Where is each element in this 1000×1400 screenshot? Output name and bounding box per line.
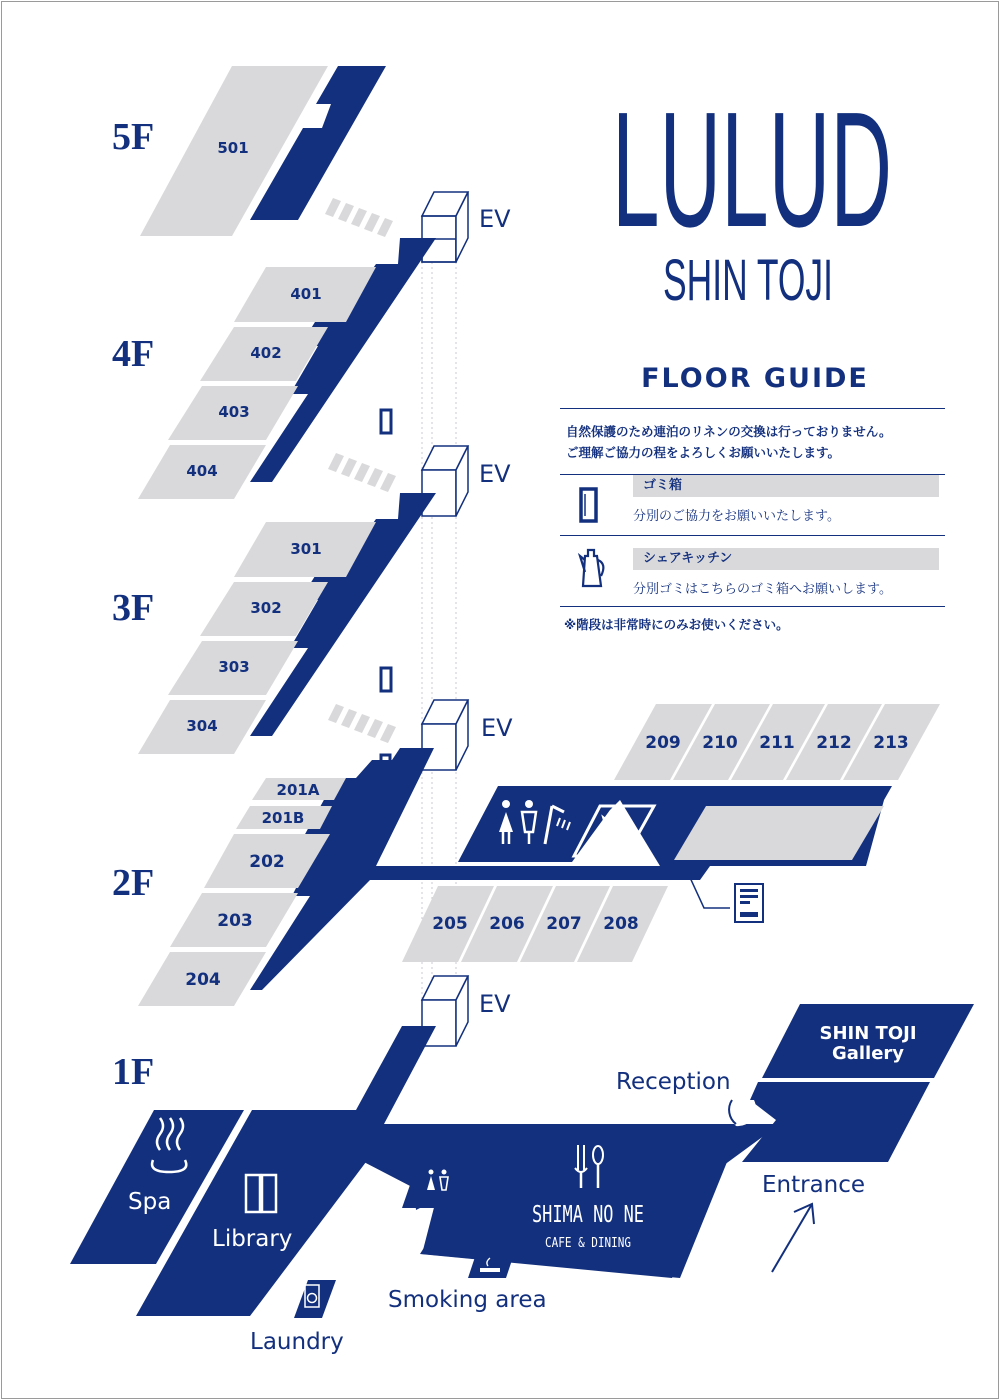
legend-trash-title: ゴミ箱	[633, 475, 939, 497]
room-label-202: 202	[249, 852, 285, 872]
room-label-303: 303	[218, 658, 250, 676]
stairs-note: ※階段は非常時にのみお使いください。	[564, 617, 789, 632]
room-label-213: 213	[873, 733, 909, 753]
label-library: Library	[212, 1226, 293, 1252]
stairs-icon	[328, 704, 396, 743]
kettle-icon	[603, 812, 625, 843]
cafe-subtitle: CAFE & DINING	[545, 1236, 632, 1251]
gallery-line-2: Gallery	[831, 1043, 905, 1064]
label-reception: Reception	[616, 1069, 731, 1095]
floor-label-4f: 4F	[112, 333, 155, 375]
ev-label-1f: EV	[479, 990, 511, 1018]
brand-subtitle: SHIN TOJI	[663, 248, 833, 313]
room-label-404: 404	[186, 462, 218, 480]
room-label-203: 203	[217, 911, 253, 931]
room-label-402: 402	[250, 344, 282, 362]
brand-title: LULUD	[612, 78, 892, 261]
floor-label-1f: 1F	[112, 1051, 155, 1093]
room-label-205: 205	[432, 914, 468, 934]
ev-label-3f: EV	[479, 460, 511, 488]
room-label-204: 204	[185, 970, 221, 990]
ev-label-2f: EV	[481, 714, 513, 742]
room-label-201b: 201B	[261, 809, 305, 827]
room-label-206: 206	[489, 914, 525, 934]
vending-machine-icon	[735, 884, 763, 922]
notice-line-1: 自然保護のため連泊のリネンの交換は行っておりません。	[566, 424, 892, 439]
floor-3f	[138, 493, 436, 754]
floor-guide-heading: FLOOR GUIDE	[641, 363, 869, 394]
room-label-212: 212	[816, 733, 852, 753]
trash-bin-icon	[381, 668, 391, 691]
label-spa: Spa	[128, 1189, 172, 1215]
legend-trash-text: 分別のご協力をお願いいたします。	[633, 509, 840, 524]
floor-1f	[70, 1004, 974, 1355]
cafe-name: SHIMA NO NE	[532, 1202, 644, 1228]
elevator-icon	[422, 976, 511, 1046]
floor-4f	[138, 238, 436, 499]
floor-label-2f: 2F	[112, 862, 155, 904]
room-label-209: 209	[645, 733, 681, 753]
legend-kitchen-text: 分別ゴミはこちらのゴミ箱へお願いします。	[633, 582, 892, 597]
room-label-301: 301	[290, 540, 322, 558]
floor-label-5f: 5F	[112, 116, 155, 158]
room-label-211: 211	[759, 733, 795, 753]
room-label-208: 208	[603, 914, 639, 934]
room-label-207: 207	[546, 914, 582, 934]
gallery-line-1: SHIN TOJI	[819, 1023, 917, 1044]
trash-bin-icon	[381, 410, 391, 433]
lobby-1f	[742, 1082, 930, 1162]
entrance-arrow-icon	[772, 1204, 814, 1272]
room-label-302: 302	[250, 599, 282, 617]
ev-label-4f: EV	[479, 205, 511, 233]
elevator-icon	[422, 700, 513, 770]
room-smoking[interactable]	[468, 1254, 514, 1278]
label-laundry: Laundry	[250, 1329, 344, 1355]
room-label-304: 304	[186, 717, 218, 735]
room-label-403: 403	[218, 403, 250, 421]
stairs-icon	[325, 198, 393, 237]
room-label-401: 401	[290, 285, 322, 303]
floor-label-3f: 3F	[112, 587, 155, 629]
legend-kitchen-title: シェアキッチン	[633, 548, 939, 570]
room-label-210: 210	[702, 733, 738, 753]
room-label-201a: 201A	[276, 781, 320, 799]
elevator-icon	[422, 192, 511, 262]
room-label-501: 501	[217, 139, 249, 157]
elevator-icon	[422, 446, 511, 516]
label-entrance: Entrance	[762, 1172, 866, 1198]
notice-line-2: ご理解ご協力の程をよろしくお願いいたします。	[566, 445, 841, 460]
lounge-2f	[674, 806, 884, 860]
floor-2f	[138, 704, 940, 1006]
stairs-icon	[328, 453, 396, 492]
label-smoking-area: Smoking area	[388, 1287, 547, 1313]
